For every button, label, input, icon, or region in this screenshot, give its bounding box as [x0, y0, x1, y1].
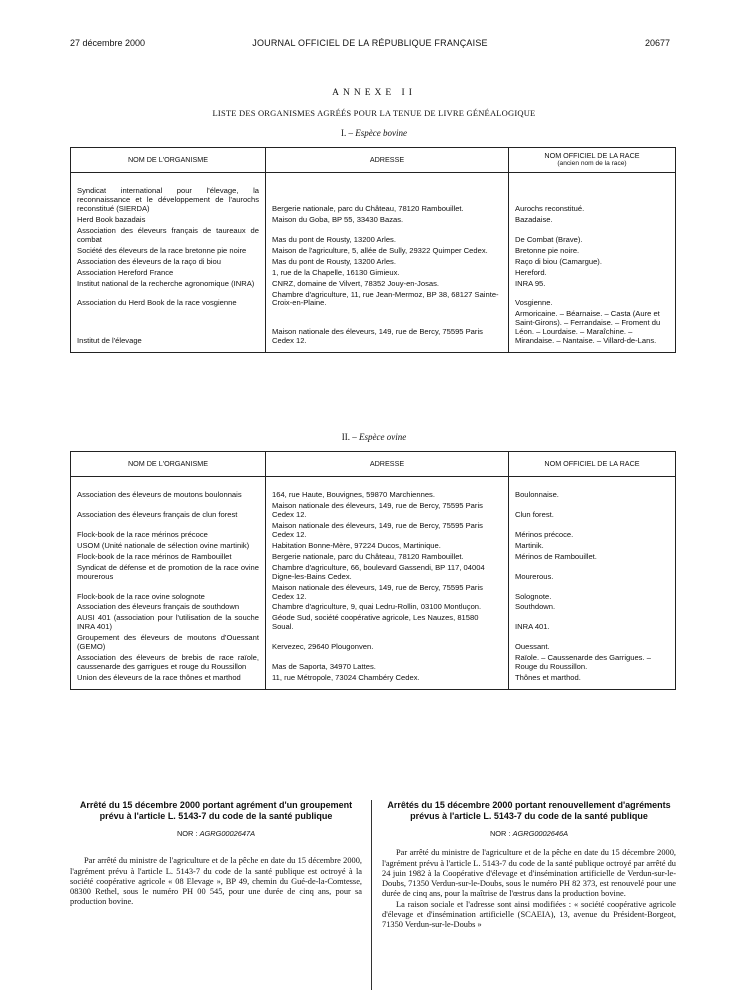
- nor-code: AGRG0002647A: [199, 829, 256, 839]
- cell-organisme: Association des éleveurs de la raço di biou: [71, 258, 266, 269]
- cell-organisme: Herd Book bazadais: [71, 216, 266, 227]
- cell-adresse: 11, rue Métropole, 73024 Chambéry Cedex.: [266, 674, 509, 689]
- cell-adresse: Maison nationale des éleveurs, 149, rue de Bercy, 75595 Paris Cedex 12.: [266, 522, 509, 542]
- cell-organisme: Syndicat international pour l'élevage, la reconnaissance et le développement de l'aurochs reconstitué (SIERDA): [71, 173, 266, 216]
- cell-adresse: Maison nationale des éleveurs, 149, rue de Bercy, 75595 Paris Cedex 12.: [266, 310, 509, 352]
- cell-race: Mourerous.: [509, 564, 676, 584]
- arrete-left-title: Arrêté du 15 décembre 2000 portant agrément d'un groupement prévu à l'article L. 5143-7 du code de la santé publique: [79, 800, 353, 821]
- cell-organisme: AUSI 401 (association pour l'utilisation de la souche INRA 401): [71, 614, 266, 634]
- cell-organisme: Association des éleveurs français de clun forest: [71, 502, 266, 522]
- table-row: [71, 310, 676, 352]
- cell-race: Southdown.: [509, 603, 676, 614]
- arrete-right-body-2: La raison sociale et l'adresse sont ainsi modifiées : « société coopérative agricole d'élevage et d'insémination artificielle (SCAEIA), 13, avenue du Président-Borgeot, 71350 Verdun-sur-le-Doubs »: [382, 899, 676, 929]
- cell-organisme: Association des éleveurs français de taureaux de combat: [71, 227, 266, 247]
- col-header-organisme: NOM DE L'ORGANISME: [71, 148, 266, 173]
- table-row: [71, 584, 676, 604]
- cell-race: Vosgienne.: [509, 291, 676, 311]
- table-row: [71, 614, 676, 634]
- arrete-right-title: Arrêtés du 15 décembre 2000 portant renouvellement d'agréments prévus à l'article L. 5143-7 du code de la santé publique: [387, 800, 671, 821]
- cell-organisme: Association des éleveurs de brebis de race raïole, caussenarde des garrigues et rouge du Roussillon: [71, 654, 266, 674]
- table-row: [71, 522, 676, 542]
- nor-label: NOR :: [489, 829, 511, 839]
- column-divider: [371, 800, 372, 990]
- table-row: [71, 280, 676, 291]
- cell-organisme: Flock-book de la race ovine solognote: [71, 584, 266, 604]
- cell-adresse: Maison de l'agriculture, 5, allée de Sully, 29322 Quimper Cedex.: [266, 247, 509, 258]
- cell-race: Ouessant.: [509, 634, 676, 654]
- header-journal-title: JOURNAL OFFICIEL DE LA RÉPUBLIQUE FRANÇAISE: [252, 38, 488, 48]
- cell-organisme: Société des éleveurs de la race bretonne pie noire: [71, 247, 266, 258]
- section-ovine-title: [0, 432, 748, 442]
- arrete-right-body-1: Par arrêté du ministre de l'agriculture et de la pêche en date du 15 décembre 2000, l'agrément prévu à l'article L. 5143-7 du code de la santé publique octroyé par arrêté du 24 juin 1982 à la Coopérative d'élevage et d'insémination artificielle de Verdun-sur-le-Doubs, 71350 Verdun-sur-le-Doubs, sous le numéro PH 82 373, est renouvelé pour une durée de cinq ans, pour la maîtrise de l'œstrus dans la production bovine.: [382, 848, 676, 899]
- cell-race: Boulonnaise.: [509, 477, 676, 502]
- page-header: [70, 38, 670, 52]
- cell-adresse: 164, rue Haute, Bouvignes, 59870 Marchiennes.: [266, 477, 509, 502]
- cell-race: Mérinos de Rambouillet.: [509, 553, 676, 564]
- cell-adresse: CNRZ, domaine de Vilvert, 78352 Jouy-en-Josas.: [266, 280, 509, 291]
- cell-race: Thônes et marthod.: [509, 674, 676, 689]
- section-label: – Espèce ovine: [352, 432, 407, 442]
- section-bovine-title: [0, 128, 748, 138]
- cell-adresse: Bergerie nationale, parc du Château, 78120 Rambouillet.: [266, 553, 509, 564]
- table-row: [71, 654, 676, 674]
- cell-organisme: Association du Herd Book de la race vosgienne: [71, 291, 266, 311]
- table-row: [71, 502, 676, 522]
- cell-race: Solognote.: [509, 584, 676, 604]
- table-row: [71, 173, 676, 216]
- cell-organisme: Flock-book de la race mérinos précoce: [71, 522, 266, 542]
- section-number: I.: [341, 128, 347, 138]
- table-ovine: [70, 451, 676, 690]
- cell-race: Raïole. – Caussenarde des Garrigues. – Rouge du Roussillon.: [509, 654, 676, 674]
- cell-organisme: Groupement des éleveurs de moutons d'Ouessant (GEMO): [71, 634, 266, 654]
- cell-organisme: Institut national de la recherche agronomique (INRA): [71, 280, 266, 291]
- cell-adresse: Chambre d'agriculture, 9, quai Ledru-Rollin, 03100 Montluçon.: [266, 603, 509, 614]
- cell-adresse: Maison nationale des éleveurs, 149, rue de Bercy, 75595 Paris Cedex 12.: [266, 502, 509, 522]
- cell-race: Raço di biou (Camargue).: [509, 258, 676, 269]
- liste-title: LISTE DES ORGANISMES AGRÉÉS POUR LA TENUE DE LIVRE GÉNÉALOGIQUE: [212, 108, 536, 118]
- table-bovine: [70, 147, 676, 353]
- cell-race: Mérinos précoce.: [509, 522, 676, 542]
- col-header-race: [509, 148, 676, 173]
- col-header-race-sub: (ancien nom de la race): [557, 160, 627, 168]
- col-header-adresse: ADRESSE: [266, 148, 509, 173]
- cell-race: Armoricaine. – Béarnaise. – Casta (Aure et Saint-Girons). – Ferrandaise. – Froment du Léon. – Lourdaise. – Maraîchine. – Mirandaise. – Nantaise. – Villard-de-Lans.: [509, 310, 676, 352]
- header-page-number: 20677: [644, 38, 670, 48]
- cell-adresse: Chambre d'agriculture, 66, boulevard Gassendi, BP 117, 04004 Digne-les-Bains Cedex.: [266, 564, 509, 584]
- arrete-right-nor: [382, 829, 676, 838]
- col-header-race-label: NOM OFFICIEL DE LA RACE: [544, 150, 640, 160]
- cell-adresse: Habitation Bonne-Mère, 97224 Ducos, Martinique.: [266, 542, 509, 553]
- section-label: – Espèce bovine: [348, 128, 407, 138]
- cell-adresse: Bergerie nationale, parc du Château, 78120 Rambouillet.: [266, 173, 509, 216]
- cell-adresse: Géode Sud, société coopérative agricole, Les Nauzes, 81580 Soual.: [266, 614, 509, 634]
- cell-adresse: Chambre d'agriculture, 11, rue Jean-Mermoz, BP 38, 68127 Sainte-Croix-en-Plaine.: [266, 291, 509, 311]
- cell-race: INRA 401.: [509, 614, 676, 634]
- cell-race: Clun forest.: [509, 502, 676, 522]
- table-row: [71, 227, 676, 247]
- cell-race: Bretonne pie noire.: [509, 247, 676, 258]
- cell-organisme: Association des éleveurs de moutons boulonnais: [71, 477, 266, 502]
- table-row: [71, 258, 676, 269]
- cell-adresse: Mas de Saporta, 34970 Lattes.: [266, 654, 509, 674]
- cell-race: De Combat (Brave).: [509, 227, 676, 247]
- cell-organisme: Association des éleveurs français de southdown: [71, 603, 266, 614]
- cell-race: Bazadaise.: [509, 216, 676, 227]
- col-header-organisme: NOM DE L'ORGANISME: [71, 452, 266, 477]
- nor-label: NOR :: [176, 829, 198, 839]
- table-row: [71, 674, 676, 689]
- arrete-left-nor: [70, 829, 362, 838]
- cell-organisme: Association Hereford France: [71, 269, 266, 280]
- cell-race: Aurochs reconstitué.: [509, 173, 676, 216]
- cell-adresse: Mas du pont de Rousty, 13200 Arles.: [266, 258, 509, 269]
- table-row: [71, 291, 676, 311]
- header-date: 27 décembre 2000: [70, 38, 146, 48]
- arrete-left-block: [70, 800, 362, 908]
- arrete-left-body: Par arrêté du ministre de l'agriculture et de la pêche en date du 15 décembre 2000, l'agrément prévu à l'article L. 5143-7 du code de la santé publique est octroyé à la société coopérative agricole « 08 Elevage », BP 49, chemin du Gué-de-la-Comtesse, 08300 Rethel, sous le numéro PH 00 545, pour une durée de cinq ans, pour sa production bovine.: [70, 856, 362, 907]
- section-number: II.: [341, 432, 350, 442]
- nor-code: AGRG0002646A: [512, 829, 569, 839]
- cell-organisme: Flock-book de la race mérinos de Rambouillet: [71, 553, 266, 564]
- table-row: [71, 269, 676, 280]
- cell-organisme: Institut de l'élevage: [71, 310, 266, 352]
- table-row: [71, 477, 676, 502]
- cell-adresse: Mas du pont de Rousty, 13200 Arles.: [266, 227, 509, 247]
- cell-adresse: Maison nationale des éleveurs, 149, rue de Bercy, 75595 Paris Cedex 12.: [266, 584, 509, 604]
- annexe-title: ANNEXE II: [332, 88, 416, 98]
- cell-organisme: USOM (Unité nationale de sélection ovine martinik): [71, 542, 266, 553]
- cell-race: Martinik.: [509, 542, 676, 553]
- cell-adresse: Kervezec, 29640 Plougonven.: [266, 634, 509, 654]
- arrete-right-block: [382, 800, 676, 930]
- col-header-adresse: ADRESSE: [266, 452, 509, 477]
- cell-organisme: Union des éleveurs de la race thônes et marthod: [71, 674, 266, 689]
- cell-organisme: Syndicat de défense et de promotion de la race ovine mourerous: [71, 564, 266, 584]
- cell-race: Hereford.: [509, 269, 676, 280]
- cell-adresse: 1, rue de la Chapelle, 16130 Gimieux.: [266, 269, 509, 280]
- col-header-race: NOM OFFICIEL DE LA RACE: [509, 452, 676, 477]
- cell-race: INRA 95.: [509, 280, 676, 291]
- table-row: [71, 564, 676, 584]
- table-row: [71, 634, 676, 654]
- cell-adresse: Maison du Goba, BP 55, 33430 Bazas.: [266, 216, 509, 227]
